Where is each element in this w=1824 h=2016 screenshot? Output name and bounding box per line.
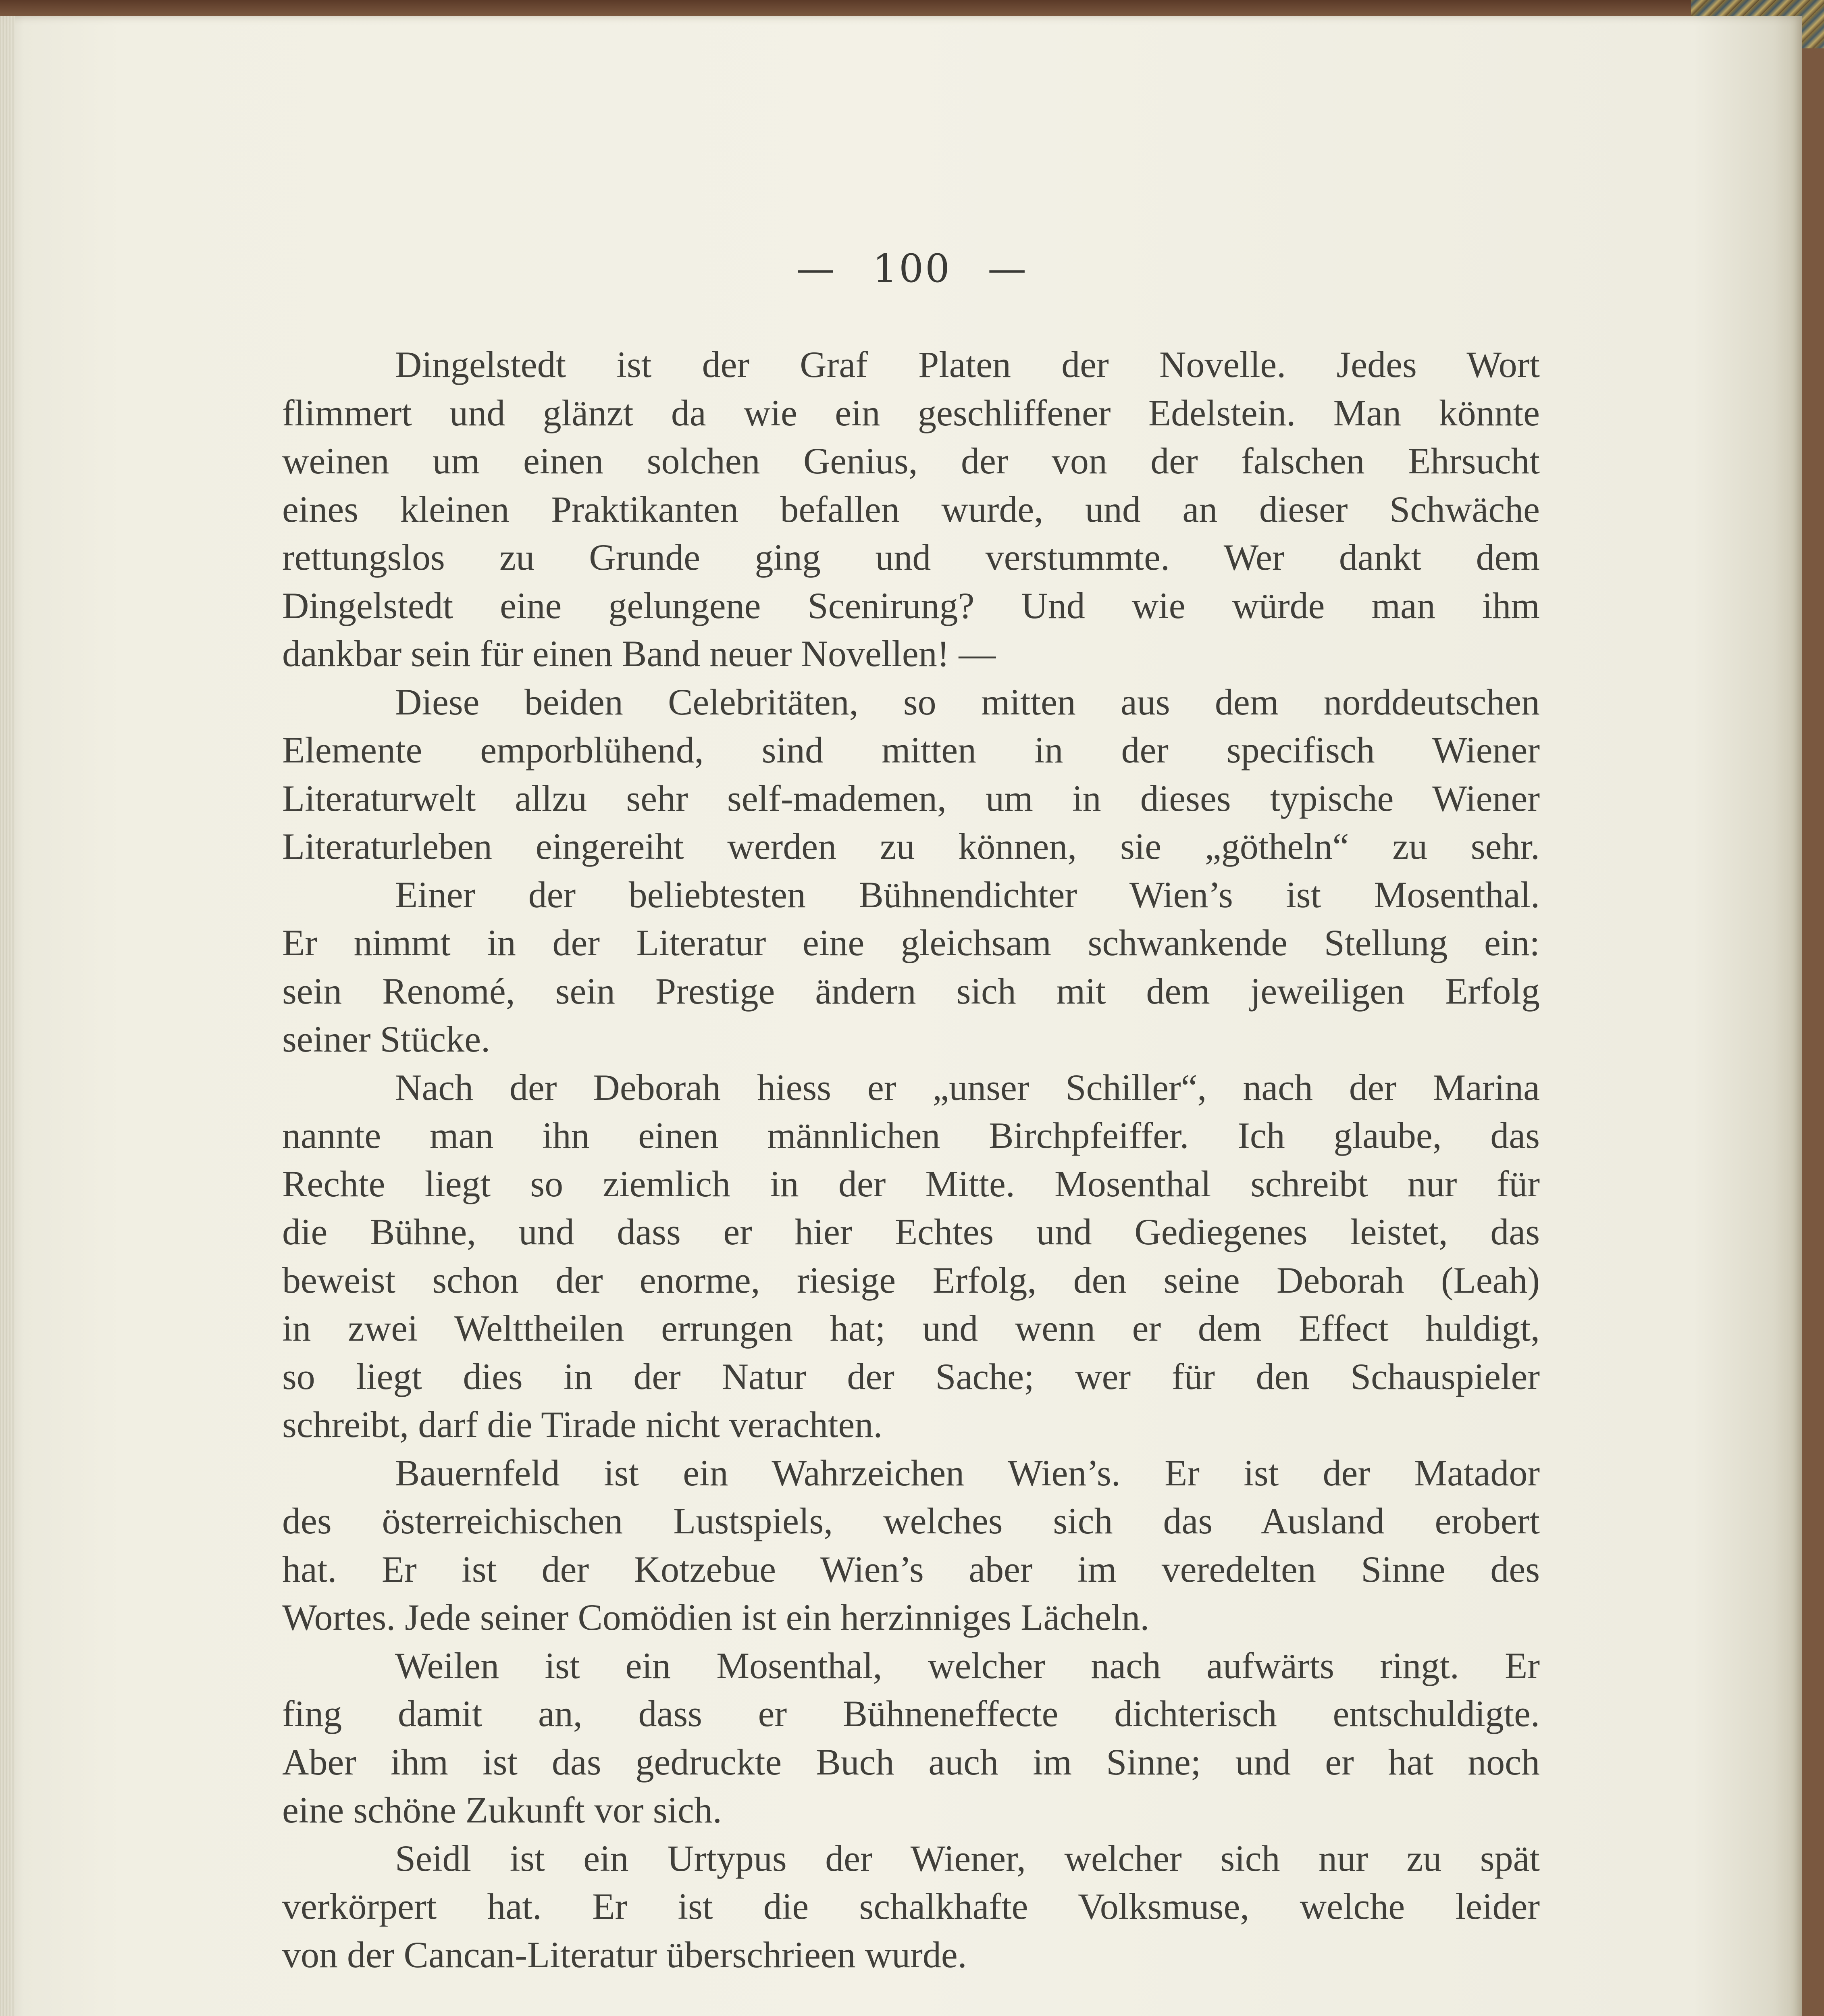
- text-line: Einer der beliebtesten Bühnendichter Wien’s ist Mosenthal.: [395, 874, 1540, 915]
- text-line: Nach der Deborah hiess er „unser Schiller“, nach der Marina: [395, 1066, 1540, 1108]
- text-line: des österreichischen Lustspiels, welches sich das Ausland erobert: [282, 1500, 1540, 1541]
- paragraph-deborah: [282, 1064, 1540, 1449]
- paragraph-celebritaeten: [282, 678, 1540, 871]
- text-line: dankbar sein für einen Band neuer Novellen! —: [282, 633, 996, 674]
- page-number-header: [0, 246, 1824, 291]
- paragraph-bauernfeld: [282, 1449, 1540, 1642]
- page-number-dash-right: —: [988, 246, 1028, 291]
- text-line: von der Cancan-Literatur überschrieen wurde.: [282, 1934, 967, 1975]
- text-line: nannte man ihn einen männlichen Birchpfeiffer. Ich glaube, das: [282, 1115, 1540, 1156]
- text-line: verkörpert hat. Er ist die schalkhafte Volksmuse, welche leider: [282, 1886, 1540, 1927]
- paragraph-weilen: [282, 1642, 1540, 1835]
- text-line: Elemente emporblühend, sind mitten in der specifisch Wiener: [282, 729, 1540, 771]
- text-line: weinen um einen solchen Genius, der von der falschen Ehrsucht: [282, 440, 1540, 481]
- text-line: beweist schon der enorme, riesige Erfolg, den seine Deborah (Leah): [282, 1259, 1540, 1301]
- text-line: hat. Er ist der Kotzebue Wien’s aber im veredelten Sinne des: [282, 1548, 1540, 1590]
- text-line: Dingelstedt eine gelungene Scenirung? Und wie würde man ihm: [282, 585, 1540, 626]
- text-line: Aber ihm ist das gedruckte Buch auch im Sinne; und er hat noch: [282, 1741, 1540, 1783]
- text-line: eines kleinen Praktikanten befallen wurde, und an dieser Schwäche: [282, 488, 1540, 530]
- text-line: sein Renomé, sein Prestige ändern sich mit dem jeweiligen Erfolg: [282, 970, 1540, 1012]
- page-number: 100: [872, 246, 952, 291]
- text-line: flimmert und glänzt da wie ein geschliffener Edelstein. Man könnte: [282, 392, 1540, 433]
- paragraph-dingelstedt: [282, 341, 1540, 678]
- text-line: Rechte liegt so ziemlich in der Mitte. Mosenthal schreibt nur für: [282, 1163, 1540, 1204]
- paragraph-mosenthal: [282, 871, 1540, 1064]
- text-line: Dingelstedt ist der Graf Platen der Novelle. Jedes Wort: [395, 344, 1540, 385]
- text-line: seiner Stücke.: [282, 1018, 491, 1060]
- text-line: in zwei Welttheilen errungen hat; und wenn er dem Effect huldigt,: [282, 1308, 1540, 1349]
- page-gutter-edge: [0, 16, 15, 2016]
- text-line: Weilen ist ein Mosenthal, welcher nach aufwärts ringt. Er: [395, 1645, 1540, 1686]
- text-line: Diese beiden Celebritäten, so mitten aus dem norddeutschen: [395, 681, 1540, 723]
- text-line: fing damit an, dass er Bühneneffecte dichterisch entschuldigte.: [282, 1693, 1540, 1734]
- book-binding-top: [0, 0, 1824, 17]
- text-line: rettungslos zu Grunde ging und verstummte. Wer dankt dem: [282, 537, 1540, 578]
- text-line: Wortes. Jede seiner Comödien ist ein herzinniges Lächeln.: [282, 1597, 1150, 1638]
- body-text: [282, 341, 1540, 1979]
- text-line: schreibt, darf die Tirade nicht verachten.: [282, 1404, 883, 1445]
- text-line: Er nimmt in der Literatur eine gleichsam schwankende Stellung ein:: [282, 922, 1540, 963]
- text-line: eine schöne Zukunft vor sich.: [282, 1789, 722, 1831]
- page-number-dash-left: —: [796, 246, 836, 291]
- text-line: Literaturwelt allzu sehr self-mademen, um in dieses typische Wiener: [282, 777, 1540, 819]
- text-line: die Bühne, und dass er hier Echtes und Gediegenes leistet, das: [282, 1211, 1540, 1252]
- text-line: Seidl ist ein Urtypus der Wiener, welcher sich nur zu spät: [395, 1837, 1540, 1879]
- paragraph-seidl: [282, 1835, 1540, 1979]
- text-line: Literaturleben eingereiht werden zu können, sie „götheln“ zu sehr.: [282, 826, 1540, 867]
- text-line: so liegt dies in der Natur der Sache; wer für den Schauspieler: [282, 1356, 1540, 1397]
- text-line: Bauernfeld ist ein Wahrzeichen Wien’s. Er ist der Matador: [395, 1452, 1540, 1493]
